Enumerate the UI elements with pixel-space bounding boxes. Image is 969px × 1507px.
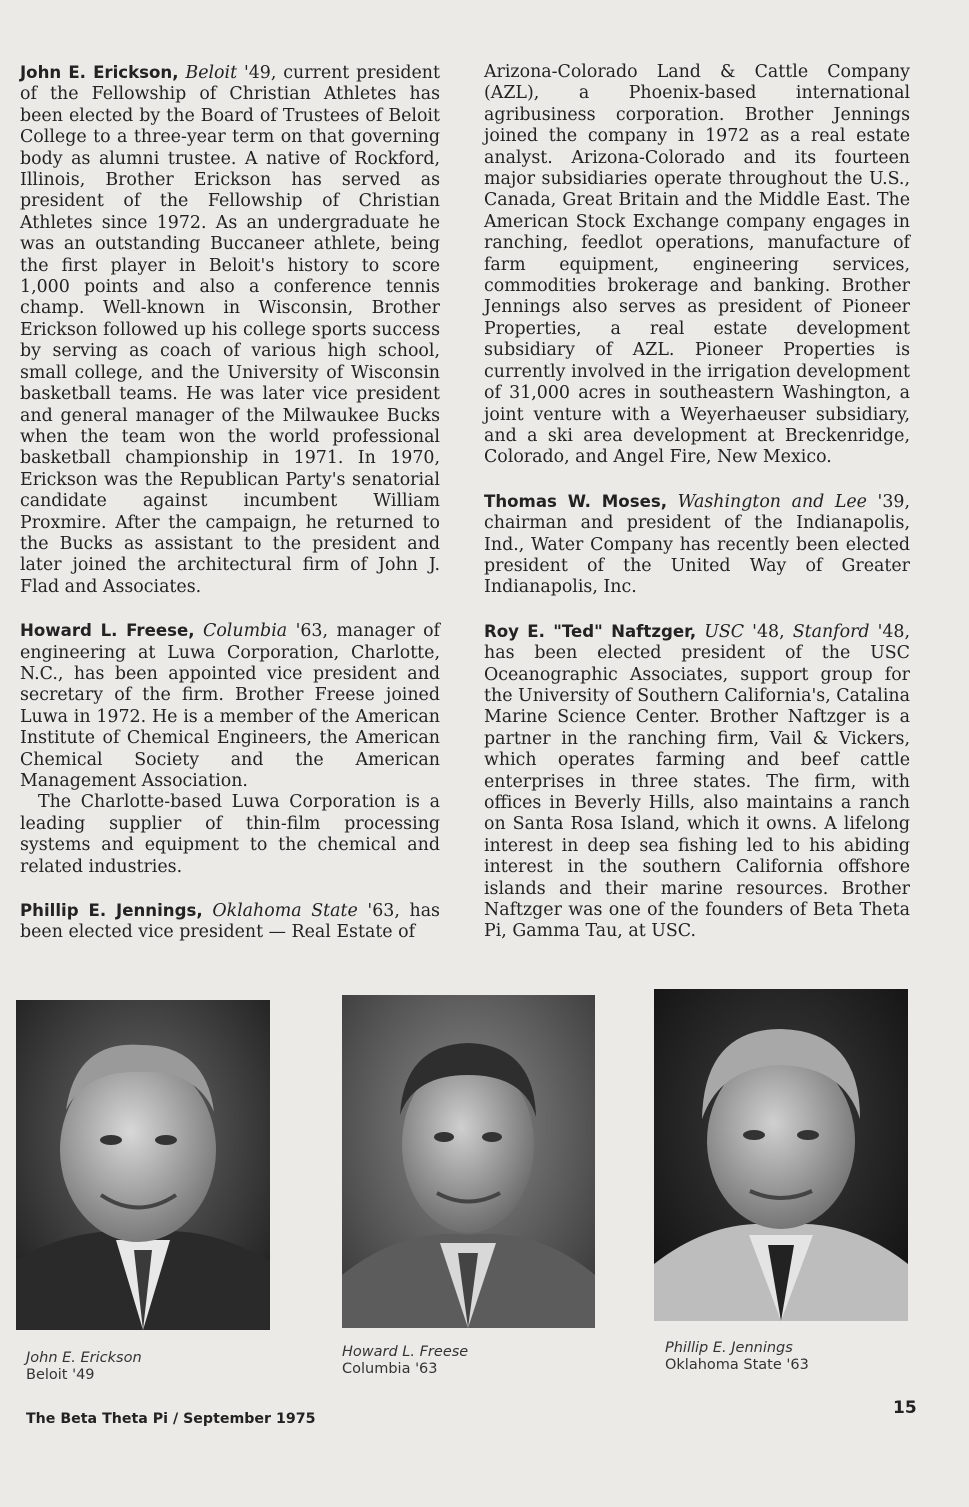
right-column: [484, 62, 910, 943]
page-number: 15: [893, 1398, 917, 1418]
jennings-continued-paragraph: Arizona-Colorado Land & Cattle Company (AZL), a Phoenix-based international agribusiness corporation. Brother Jennings joined the company in 1972 as a real estate analyst. Arizona-Colorado and its fourteen major subsidiaries operate throughout the U.S., Canada, Great Britain and the Middle East. The American Stock Exchange company engages in ranching, feedlot operations, manufacture of farm equipment, engineering services, commodities brokerage and banking. Brother Jennings also serves as president of Pioneer Properties, a real estate development subsidiary of AZL. Pioneer Properties is currently involved in the irrigation development of 31,000 acres in southeastern Washington, a joint venture with a Weyerhaeuser subsidiary, and a ski area development at Breckenridge, Colorado, and Angel Fire, New Mexico.: [484, 62, 910, 468]
naftzger-school-2: Stanford: [792, 621, 870, 642]
freese-portrait: [342, 995, 595, 1328]
naftzger-paragraph: [484, 621, 910, 943]
spacer: [484, 599, 910, 621]
freese-school: Columbia: [203, 621, 288, 642]
spacer: [20, 598, 440, 620]
left-column: [20, 62, 440, 944]
caption-name: Howard L. Freese: [342, 1344, 469, 1360]
caption-school: Beloit '49: [26, 1367, 95, 1383]
portrait-photo-icon: [16, 1000, 270, 1330]
moses-school: Washington and Lee: [677, 491, 867, 512]
erickson-paragraph: [20, 62, 440, 598]
spacer: [20, 878, 440, 900]
portrait-photo-icon: [342, 995, 595, 1328]
moses-paragraph: [484, 491, 910, 599]
jennings-name: Phillip E. Jennings,: [20, 901, 203, 921]
moses-name: Thomas W. Moses,: [484, 491, 668, 511]
erickson-school: Beloit: [185, 63, 238, 83]
freese-paragraph: [20, 620, 440, 792]
publication-footer: The Beta Theta Pi / September 1975: [26, 1411, 316, 1427]
erickson-portrait: [16, 1000, 270, 1330]
luwa-paragraph: The Charlotte-based Luwa Corporation is a leading supplier of thin-film processing systems and equipment to the chemical and related industries.: [20, 792, 440, 877]
erickson-text: '49, current president of the Fellowship of Christian Athletes has been elected by the Board of Trustees of Beloit College to a three-year term on that governing body as alumni trustee. A native of Rockford, Illinois, Brother Erickson has served as president of the Fellowship of Christian Athletes since 1972. As an undergraduate he was an outstanding Buccaneer athlete, being the first player in Beloit's history to score 1,000 points and also a conference tennis champ. Well-known in Wisconsin, Brother Erickson followed up his college sports success by serving as coach of various high school, small college, and the University of Wisconsin basketball teams. He was later vice president and general manager of the Milwaukee Bucks when the team won the world professional basketball championship in 1971. In 1970, Erickson was the Republican Party's senatorial candidate against incumbent William Proxmire. After the campaign, he returned to the Bucks as assistant to the president and later joined the architectural firm of John J. Flad and Associates.: [20, 63, 440, 597]
caption-name: Phillip E. Jennings: [665, 1340, 793, 1356]
naftzger-name: Roy E. "Ted" Naftzger,: [484, 621, 697, 641]
jennings-paragraph: [20, 900, 440, 944]
moses-text: '39, chairman and president of the Indianapolis, Ind., Water Company has recently been elected president of the United Way of Greater Indianapolis, Inc.: [484, 491, 910, 598]
erickson-name: John E. Erickson,: [20, 63, 179, 82]
jennings-text: '63, has been elected vice president — Real Estate of: [20, 901, 440, 943]
jennings-portrait: [654, 989, 908, 1321]
portrait-photo-icon: [654, 989, 908, 1321]
jennings-caption: [665, 1340, 809, 1374]
jennings-school: Oklahoma State: [212, 901, 358, 922]
freese-caption: [342, 1344, 468, 1378]
naftzger-text: '48, has been elected president of the USC Oceanographic Associates, support group for the University of Southern California's, Catalina Marine Science Center. Brother Naftzger is a partner in the ranching firm, Vail & Vickers, which operates farming and beef cattle enterprises in three states. The firm, with offices in Beverly Hills, also maintains a ranch on Santa Rosa Island, which it owns. A lifelong interest in deep sea fishing led to his abiding interest in the southern California offshore islands and their marine resources. Brother Naftzger was one of the founders of Beta Theta Pi, Gamma Tau, at USC.: [484, 621, 911, 942]
caption-name: John E. Erickson: [26, 1350, 142, 1366]
freese-name: Howard L. Freese,: [20, 621, 195, 641]
naftzger-mid: '48,: [744, 621, 793, 642]
erickson-caption: [26, 1350, 142, 1384]
freese-text: '63, manager of engineering at Luwa Corporation, Charlotte, N.C., has been appointed vice president and secretary of the firm. Brother Freese joined Luwa in 1972. He is a member of the American Institute of Chemical Engineers, the American Chemical Society and the American Management Association.: [20, 621, 440, 791]
caption-school: Columbia '63: [342, 1361, 438, 1377]
spacer: [484, 469, 910, 491]
caption-school: Oklahoma State '63: [665, 1357, 809, 1373]
naftzger-school-1: USC: [704, 621, 745, 642]
